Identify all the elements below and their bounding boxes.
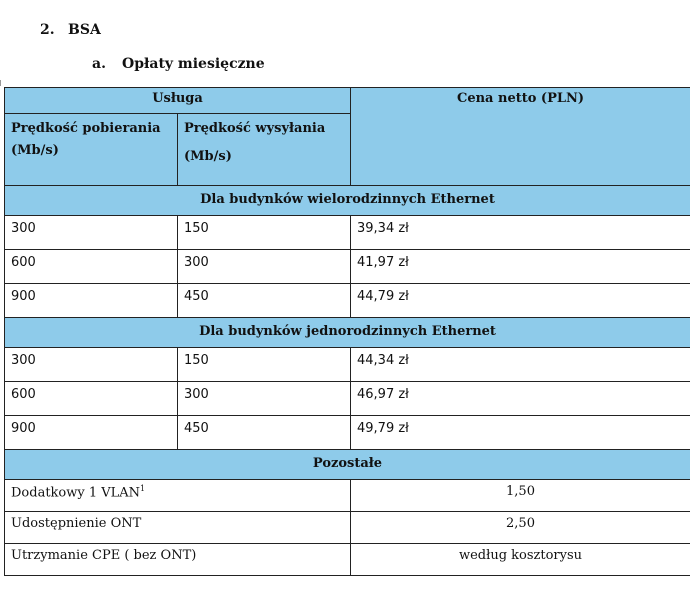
price-cell: 46,97 zł <box>351 382 690 416</box>
price-header: Cena netto (PLN) <box>351 88 690 186</box>
download-cell: 600 <box>5 382 178 416</box>
table-row <box>5 250 690 284</box>
section-number: 2. <box>40 22 55 38</box>
upload-header-line2: (Mb/s) <box>184 149 232 164</box>
other-label-cell: Utrzymanie CPE ( bez ONT) <box>5 544 351 576</box>
table-row <box>5 480 690 512</box>
subsection-heading <box>92 56 265 72</box>
upload-cell: 450 <box>178 416 351 450</box>
price-cell: 49,79 zł <box>351 416 690 450</box>
section-row <box>5 318 690 348</box>
other-price-cell: według kosztorysu <box>351 544 690 576</box>
subsection-title: Opłaty miesięczne <box>122 56 265 72</box>
upload-speed-header <box>178 114 351 186</box>
table-row <box>5 416 690 450</box>
service-header: Usługa <box>5 88 351 114</box>
download-cell: 600 <box>5 250 178 284</box>
paragraph-marker <box>0 80 3 86</box>
table-row <box>5 512 690 544</box>
download-cell: 300 <box>5 348 178 382</box>
section-title: BSA <box>68 22 101 38</box>
other-price-cell: 2,50 <box>351 512 690 544</box>
upload-cell: 300 <box>178 250 351 284</box>
other-label-cell: Udostępnienie ONT <box>5 512 351 544</box>
subsection-letter: a. <box>92 56 106 72</box>
table-row <box>5 382 690 416</box>
upload-cell: 150 <box>178 348 351 382</box>
download-speed-header: Prędkość pobierania (Mb/s) <box>5 114 178 186</box>
table-row <box>5 284 690 318</box>
table-row <box>5 348 690 382</box>
section-row <box>5 186 690 216</box>
footnote-marker: 1 <box>140 484 146 493</box>
section-title-single-family: Dla budynków jednorodzinnych Ethernet <box>5 318 690 348</box>
other-label: Dodatkowy 1 VLAN <box>11 485 141 501</box>
download-cell: 900 <box>5 284 178 318</box>
section-row <box>5 450 690 480</box>
download-cell: 300 <box>5 216 178 250</box>
price-cell: 39,34 zł <box>351 216 690 250</box>
price-table <box>4 87 690 576</box>
price-cell: 44,79 zł <box>351 284 690 318</box>
other-label-cell <box>5 480 351 512</box>
upload-header-line1: Prędkość wysyłania <box>184 121 326 136</box>
other-price-cell: 1,50 <box>351 480 690 512</box>
download-cell: 900 <box>5 416 178 450</box>
upload-cell: 450 <box>178 284 351 318</box>
price-cell: 41,97 zł <box>351 250 690 284</box>
section-title-multi-family: Dla budynków wielorodzinnych Ethernet <box>5 186 690 216</box>
table-row <box>5 544 690 576</box>
upload-cell: 300 <box>178 382 351 416</box>
table-header-row <box>5 88 690 114</box>
upload-cell: 150 <box>178 216 351 250</box>
price-cell: 44,34 zł <box>351 348 690 382</box>
section-title-other: Pozostałe <box>5 450 690 480</box>
table-row <box>5 216 690 250</box>
section-heading <box>40 22 101 38</box>
